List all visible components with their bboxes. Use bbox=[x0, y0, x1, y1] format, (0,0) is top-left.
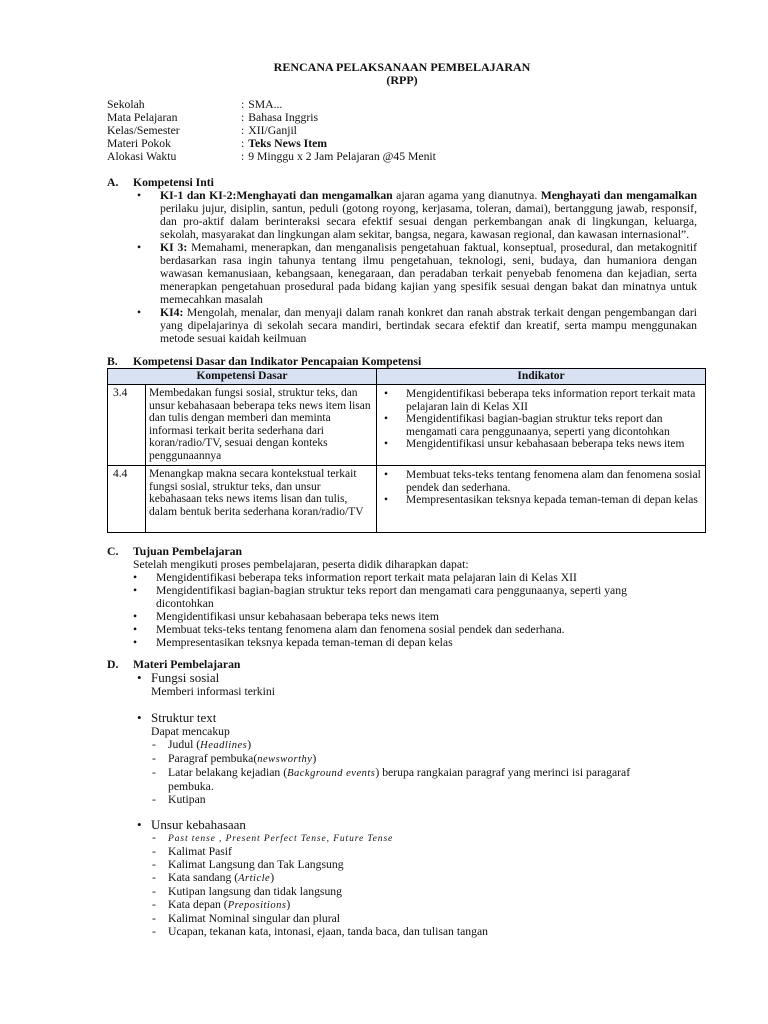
dash-marker: - bbox=[152, 925, 156, 938]
item-text: ) bbox=[270, 871, 275, 884]
kd-description: Membedakan fungsi sosial, struktur teks, dan unsur kebahasaan beberapa teks news item lisan dan tulis dengan memberi dan meminta informasi terkait berita sederhana dari koran/radio/TV, sesuai dengan konteks penggunaannya bbox=[146, 385, 377, 466]
tujuan-text: Mengidentifikasi unsur kebahasaan beberapa teks news item bbox=[156, 610, 440, 623]
materi-subtitle: Unsur kebahasaan bbox=[151, 817, 246, 832]
ki-emphasis: Menghayati dan mengamalkan bbox=[540, 189, 697, 202]
identity-row-mata-pelajaran bbox=[107, 111, 705, 124]
document-subtitle: (RPP) bbox=[386, 73, 418, 87]
item-text: Latar belakang kejadian ( bbox=[168, 766, 288, 779]
bullet-marker: • bbox=[384, 438, 389, 450]
identity-separator: : bbox=[241, 111, 245, 124]
section-number: B. bbox=[107, 355, 118, 368]
item-term: Article bbox=[238, 873, 271, 884]
struktur-list bbox=[151, 738, 705, 806]
item-term: Past tense , Present Perfect Tense, Future Tense bbox=[168, 834, 394, 844]
unsur-item bbox=[152, 871, 640, 885]
indikator-list bbox=[377, 469, 701, 507]
item-text: ) bbox=[286, 898, 291, 911]
kd-number: 4.4 bbox=[108, 466, 146, 533]
document-title-block bbox=[107, 61, 705, 87]
ki-label: KI4: bbox=[160, 306, 184, 319]
header-indikator: Indikator bbox=[377, 369, 706, 385]
identity-value: XII/Ganjil bbox=[248, 124, 297, 137]
indikator-cell bbox=[377, 466, 706, 533]
bullet-marker: • bbox=[137, 670, 142, 685]
ki-item bbox=[137, 241, 697, 306]
section-number: A. bbox=[107, 176, 119, 189]
identity-row-alokasi-waktu bbox=[107, 150, 705, 163]
item-text: Kalimat Nominal singular dan plural bbox=[168, 912, 341, 925]
tujuan-item bbox=[133, 623, 665, 636]
identity-row-materi-pokok bbox=[107, 137, 705, 150]
struktur-item bbox=[152, 793, 640, 806]
ki-label: KI 3: bbox=[160, 241, 188, 254]
bullet-marker: • bbox=[137, 241, 142, 254]
section-number: D. bbox=[107, 658, 119, 671]
section-materi-pembelajaran bbox=[107, 658, 705, 938]
unsur-item bbox=[152, 885, 640, 898]
table-head bbox=[108, 369, 706, 385]
struktur-item bbox=[152, 738, 640, 752]
unsur-item bbox=[152, 845, 640, 858]
indikator-item bbox=[384, 469, 701, 494]
indikator-text: Membuat teks-teks tentang fenomena alam dan fenomena sosial pendek dan sederhana. bbox=[406, 469, 701, 494]
kd-description: Menangkap makna secara kontekstual terkait fungsi sosial, struktur teks, dan unsur kebahasaan teks news items lisan dan tulis, dalam bentuk berita sederhana koran/radio/TV bbox=[146, 466, 377, 533]
unsur-item bbox=[152, 898, 640, 912]
identity-value: Bahasa Inggris bbox=[248, 111, 319, 124]
ki-text: Mengolah, menalar, dan menyaji dalam ranah konkret dan ranah abstrak terkait dengan pengembangan dari yang dipelajarinya di sekolah secara mandiri, bertindak secara efektif dan kreatif, serta mampu menggunakan metode sesuai kaidah keilmuan bbox=[160, 306, 697, 345]
table-header-row bbox=[108, 369, 706, 385]
item-term: newsworthy bbox=[257, 754, 313, 765]
unsur-item bbox=[152, 858, 640, 871]
section-heading bbox=[107, 355, 705, 368]
indikator-item bbox=[384, 438, 701, 451]
kd-number: 3.4 bbox=[108, 385, 146, 466]
item-text: Kutipan bbox=[168, 793, 206, 806]
materi-fungsi-sosial bbox=[107, 671, 705, 698]
materi-subtitle: Struktur text bbox=[151, 710, 217, 725]
item-text: Kutipan langsung dan tidak langsung bbox=[168, 885, 342, 898]
materi-subtitle: Fungsi sosial bbox=[151, 670, 220, 685]
dash-marker: - bbox=[152, 793, 156, 806]
bullet-marker: • bbox=[384, 469, 389, 481]
section-tujuan-pembelajaran bbox=[107, 545, 705, 649]
item-text: Ucapan, tekanan kata, intonasi, ejaan, tanda baca, dan tulisan tangan bbox=[168, 925, 488, 938]
indikator-item bbox=[384, 494, 701, 507]
unsur-item bbox=[152, 912, 640, 925]
identity-separator: : bbox=[241, 137, 245, 150]
item-text: ) bbox=[312, 752, 317, 765]
ki-text: Memahami, menerapkan, dan menganalisis pengetahuan faktual, konseptual, prosedural, dan metakognitif berdasarkan rasa ingin tahunya tentang ilmu pengetahuan, teknologi, seni, budaya, dan humaniora dengan wawasan kemanusiaan, kebangsaan, kenegaraan, dan peradaban terkait penyebab fenomena dan kejadian, serta menerapkan pengetahuan prosedural pada bidang kajian yang spesifik sesuai dengan bakat dan minatnya untuk memecahkan masalah bbox=[160, 241, 697, 306]
dash-marker: - bbox=[152, 738, 156, 751]
identity-label: Alokasi Waktu bbox=[107, 150, 177, 163]
bullet-marker: • bbox=[384, 388, 389, 400]
dash-marker: - bbox=[152, 858, 156, 871]
item-text: Kata sandang ( bbox=[168, 871, 239, 884]
materi-intro: Dapat mencakup bbox=[151, 725, 230, 738]
item-text: ) bbox=[247, 738, 252, 751]
ki-text: ajaran agama yang dianutnya. bbox=[392, 189, 541, 202]
bullet-marker: • bbox=[384, 413, 389, 425]
tujuan-item bbox=[133, 610, 665, 623]
section-kompetensi-inti bbox=[107, 176, 705, 345]
section-number: C. bbox=[107, 545, 119, 558]
identity-label: Mata Pelajaran bbox=[107, 111, 178, 124]
tujuan-text: Mengidentifikasi beberapa teks information report terkait mata pelajaran lain di Kelas XII bbox=[156, 571, 577, 584]
tujuan-item bbox=[133, 636, 665, 649]
identity-label: Kelas/Semester bbox=[107, 124, 180, 137]
materi-unsur-kebahasaan bbox=[107, 818, 705, 938]
tujuan-item bbox=[133, 584, 665, 610]
bullet-marker: • bbox=[137, 710, 142, 725]
section-kompetensi-dasar bbox=[107, 355, 705, 533]
item-text: Kalimat Langsung dan Tak Langsung bbox=[168, 858, 344, 871]
table-row bbox=[108, 466, 706, 533]
tujuan-intro: Setelah mengikuti proses pembelajaran, peserta didik diharapkan dapat: bbox=[133, 558, 469, 571]
identity-separator: : bbox=[241, 98, 245, 111]
ki-item bbox=[137, 189, 697, 241]
item-text: Kata depan ( bbox=[168, 898, 228, 911]
tujuan-list bbox=[107, 571, 705, 649]
materi-description: Memberi informasi terkini bbox=[151, 685, 275, 698]
tujuan-text: Mengidentifikasi bagian-bagian struktur teks report dan mengamati cara penggunaanya, seperti yang dicontohkan bbox=[156, 584, 627, 610]
table-body bbox=[108, 385, 706, 533]
item-text: Kalimat Pasif bbox=[168, 845, 232, 858]
bullet-marker: • bbox=[384, 494, 389, 506]
materi-struktur-text bbox=[107, 711, 705, 806]
ki-text: perilaku jujur, disiplin, santun, peduli (gotong royong, kerjasama, toleran, damai), bertanggung jawab, responsif, dan pro-aktif dalam berinteraksi secara efektif sesuai dengan perkembangan anak di lingkungan, keluarga, sekolah, masyarakat dan lingkungan alam sekitar, bangsa, negara, kawasan regional, dan kawasan internasional”. bbox=[160, 202, 697, 241]
dash-marker: - bbox=[152, 766, 156, 779]
identity-value: Teks News Item bbox=[248, 137, 328, 150]
item-text: ) berupa rangkaian paragraf yang merinci isi paragaraf pembuka. bbox=[168, 766, 631, 793]
identity-separator: : bbox=[241, 124, 245, 137]
indikator-text: Mempresentasikan teksnya kepada teman-teman di depan kelas bbox=[406, 494, 698, 506]
item-term: Background events bbox=[287, 768, 376, 779]
tujuan-text: Membuat teks-teks tentang fenomena alam dan fenomena sosial pendek dan sederhana. bbox=[156, 623, 565, 636]
bullet-marker: • bbox=[133, 571, 138, 584]
bullet-marker: • bbox=[133, 636, 138, 649]
ki-label: KI-1 dan KI-2:Menghayati dan mengamalkan bbox=[160, 189, 393, 202]
indikator-item bbox=[384, 388, 701, 413]
tujuan-item bbox=[133, 571, 665, 584]
section-heading bbox=[107, 545, 705, 558]
section-title: Materi Pembelajaran bbox=[133, 658, 241, 671]
bullet-marker: • bbox=[137, 189, 142, 202]
table-row bbox=[108, 385, 706, 466]
header-kompetensi-dasar: Kompetensi Dasar bbox=[108, 369, 377, 385]
identity-block bbox=[107, 98, 705, 163]
kd-indikator-table bbox=[107, 368, 706, 533]
bullet-marker: • bbox=[137, 306, 142, 319]
ki-list bbox=[107, 189, 705, 345]
indikator-cell bbox=[377, 385, 706, 466]
identity-value: 9 Minggu x 2 Jam Pelajaran @45 Menit bbox=[248, 150, 436, 163]
section-title: Kompetensi Dasar dan Indikator Pencapaian Kompetensi bbox=[133, 355, 422, 368]
section-title: Tujuan Pembelajaran bbox=[133, 545, 242, 558]
item-text: Paragraf pembuka( bbox=[168, 752, 258, 765]
section-title: Kompetensi Inti bbox=[133, 176, 214, 189]
dash-marker: - bbox=[152, 912, 156, 925]
bullet-marker: • bbox=[133, 623, 138, 636]
item-term: Headlines bbox=[200, 740, 248, 751]
indikator-text: Mengidentifikasi bagian-bagian struktur teks report dan mengamati cara penggunaanya, seperti yang dicontohkan bbox=[406, 413, 670, 438]
identity-separator: : bbox=[241, 150, 245, 163]
struktur-item bbox=[152, 752, 640, 766]
dash-marker: - bbox=[152, 831, 156, 844]
indikator-list bbox=[377, 388, 701, 451]
identity-label: Sekolah bbox=[107, 98, 145, 111]
dash-marker: - bbox=[152, 845, 156, 858]
unsur-list bbox=[151, 832, 705, 938]
identity-row-sekolah bbox=[107, 98, 705, 111]
ki-item bbox=[137, 306, 697, 345]
indikator-text: Mengidentifikasi unsur kebahasaan beberapa teks news item bbox=[406, 438, 685, 450]
document-title: RENCANA PELAKSANAAN PEMBELAJARAN bbox=[273, 60, 531, 74]
indikator-item bbox=[384, 413, 701, 438]
item-term: Prepositions bbox=[227, 900, 287, 911]
unsur-item bbox=[152, 925, 640, 938]
dash-marker: - bbox=[152, 898, 156, 911]
identity-value: SMA... bbox=[248, 98, 283, 111]
dash-marker: - bbox=[152, 885, 156, 898]
indikator-text: Mengidentifikasi beberapa teks information report terkait mata pelajaran lain di Kelas XII bbox=[406, 388, 696, 413]
identity-label: Materi Pokok bbox=[107, 137, 171, 150]
identity-row-kelas-semester bbox=[107, 124, 705, 137]
bullet-marker: • bbox=[133, 610, 138, 623]
dash-marker: - bbox=[152, 752, 156, 765]
struktur-item bbox=[152, 766, 640, 793]
bullet-marker: • bbox=[137, 817, 142, 832]
bullet-marker: • bbox=[133, 584, 138, 597]
dash-marker: - bbox=[152, 871, 156, 884]
tujuan-text: Mempresentasikan teksnya kepada teman-teman di depan kelas bbox=[156, 636, 453, 649]
unsur-item bbox=[152, 831, 640, 845]
section-heading bbox=[107, 176, 705, 189]
item-text: Judul ( bbox=[168, 738, 201, 751]
